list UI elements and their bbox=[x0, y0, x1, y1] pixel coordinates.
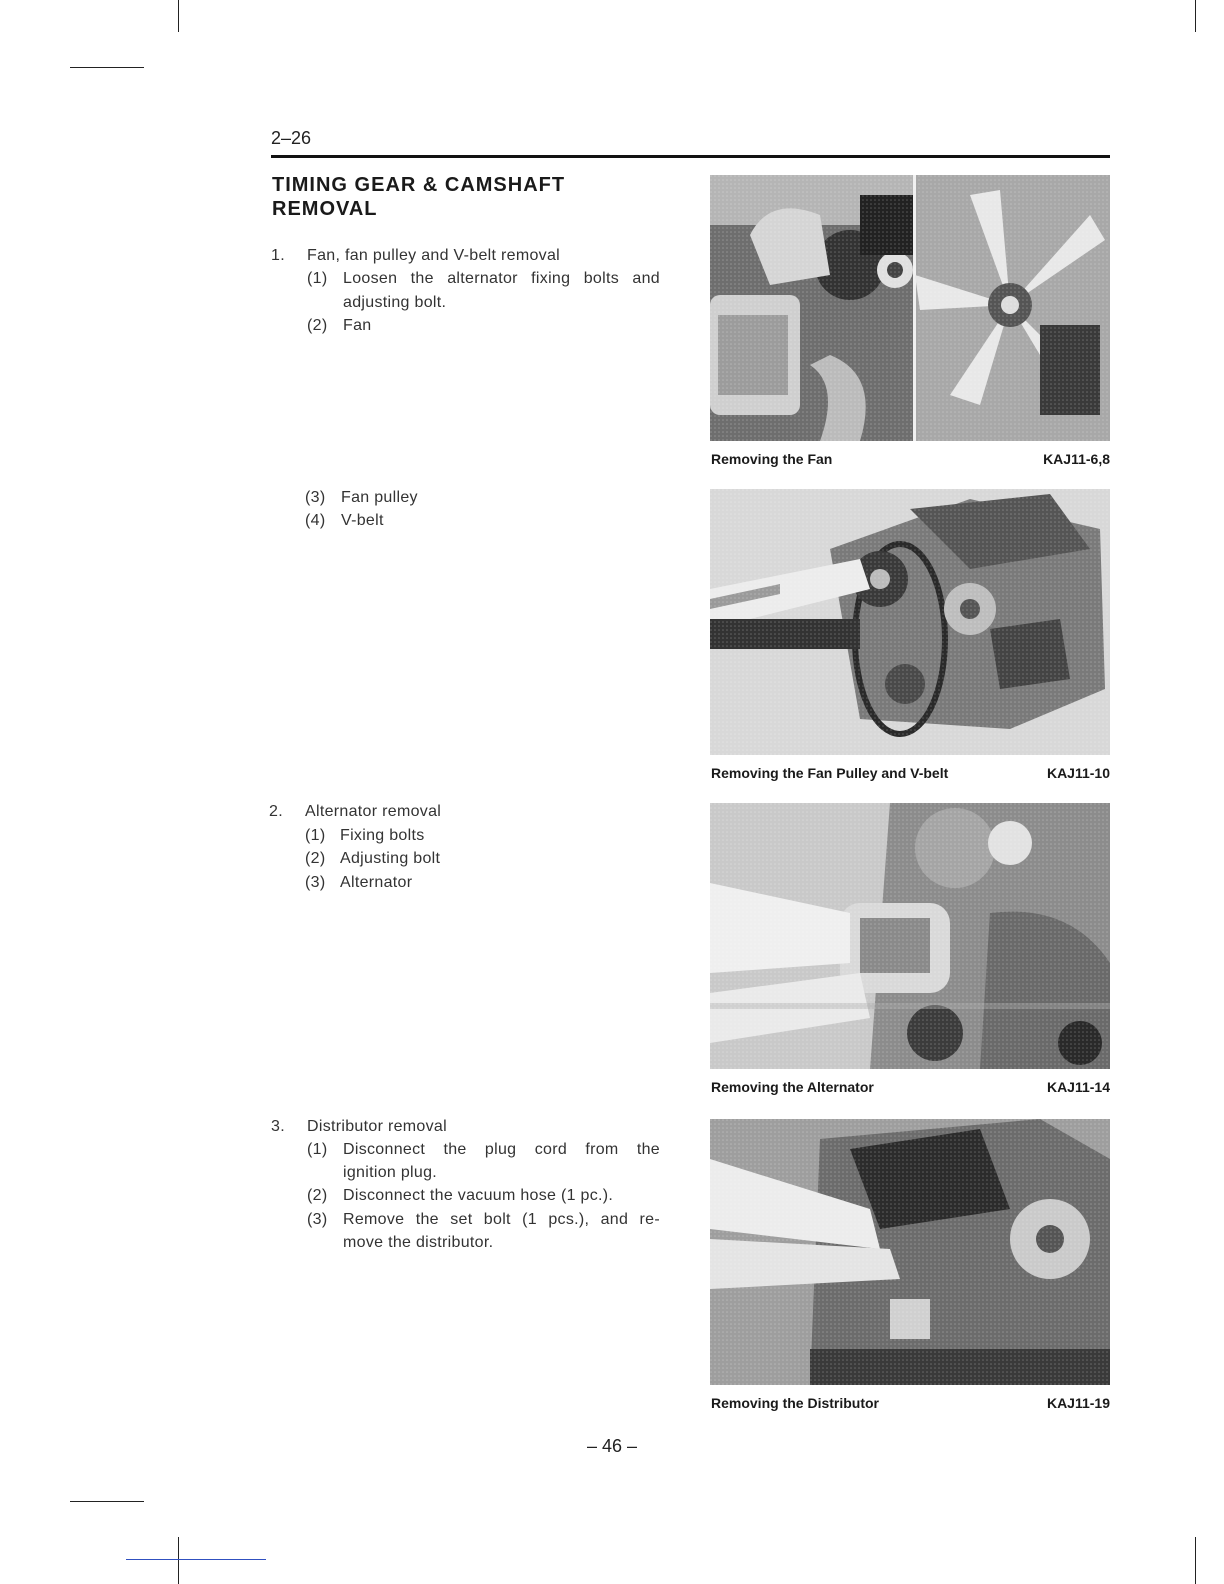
step-number: 3. bbox=[271, 1118, 285, 1135]
sub-step-text: Fan bbox=[343, 317, 372, 334]
figure-code: KAJ11-10 bbox=[1046, 765, 1110, 781]
sub-step-text: V-belt bbox=[341, 512, 384, 529]
crop-mark-top-left bbox=[178, 0, 179, 32]
sub-step-text: Disconnect the plug cord from the bbox=[343, 1141, 660, 1158]
crop-mark-left-lower bbox=[70, 1501, 144, 1502]
sub-step-text: Alternator bbox=[340, 874, 413, 891]
sub-step-number: (1) bbox=[305, 827, 326, 844]
sub-step-number: (3) bbox=[305, 489, 326, 506]
crop-mark-top-right bbox=[1195, 0, 1196, 32]
sub-step-text: Fan pulley bbox=[341, 489, 418, 506]
title-line: REMOVAL bbox=[272, 198, 378, 220]
sub-step-text: Remove the set bolt (1 pcs.), and re- bbox=[343, 1211, 660, 1228]
step-heading: Distributor removal bbox=[307, 1118, 447, 1135]
sub-step-text: Loosen the alternator fixing bolts and bbox=[343, 270, 660, 287]
section-number: 2–26 bbox=[271, 128, 312, 148]
page-title bbox=[272, 173, 565, 221]
step-heading: Alternator removal bbox=[305, 803, 442, 820]
step-number: 2. bbox=[269, 803, 283, 820]
sub-step-number: (4) bbox=[305, 512, 326, 529]
crop-mark-bottom-right bbox=[1195, 1537, 1196, 1584]
figure-caption: Removing the Alternator bbox=[711, 1079, 874, 1095]
figure-caption: Removing the Fan Pulley and V-belt bbox=[711, 765, 949, 781]
sub-step-text: ignition plug. bbox=[343, 1164, 438, 1181]
sub-step-number: (2) bbox=[305, 850, 326, 867]
page-number: – 46 – bbox=[586, 1436, 638, 1456]
figure-caption: Removing the Distributor bbox=[711, 1395, 880, 1411]
header-rule bbox=[271, 155, 1110, 158]
sub-step-text: move the distributor. bbox=[343, 1234, 494, 1251]
photo-removing-fan-pulley bbox=[710, 489, 1110, 755]
photo-removing-alternator bbox=[710, 803, 1110, 1069]
figure-caption: Removing the Fan bbox=[711, 451, 833, 467]
sub-step-number: (2) bbox=[307, 317, 328, 334]
crop-mark-bottom-left bbox=[178, 1537, 179, 1584]
sub-step-text: Fixing bolts bbox=[340, 827, 425, 844]
sub-step-number: (3) bbox=[307, 1211, 328, 1228]
crop-mark-left-upper bbox=[70, 67, 144, 68]
figure-code: KAJ11-19 bbox=[1046, 1395, 1110, 1411]
sub-step-text: Adjusting bolt bbox=[340, 850, 441, 867]
sub-step-number: (1) bbox=[307, 1141, 328, 1158]
step-number: 1. bbox=[271, 247, 285, 264]
binding-mark bbox=[126, 1559, 266, 1560]
sub-step-number: (3) bbox=[305, 874, 326, 891]
photo-removing-fan bbox=[710, 175, 1110, 441]
photo-removing-distributor bbox=[710, 1119, 1110, 1385]
sub-step-number: (1) bbox=[307, 270, 328, 287]
figure-code: KAJ11-6,8 bbox=[1043, 451, 1110, 467]
title-line: TIMING GEAR & CAMSHAFT bbox=[272, 174, 566, 196]
step-heading: Fan, fan pulley and V-belt removal bbox=[307, 247, 561, 264]
sub-step-number: (2) bbox=[307, 1187, 328, 1204]
figure-code: KAJ11-14 bbox=[1046, 1079, 1110, 1095]
sub-step-text: Disconnect the vacuum hose (1 pc.). bbox=[343, 1187, 614, 1204]
sub-step-text: adjusting bolt. bbox=[343, 294, 447, 311]
